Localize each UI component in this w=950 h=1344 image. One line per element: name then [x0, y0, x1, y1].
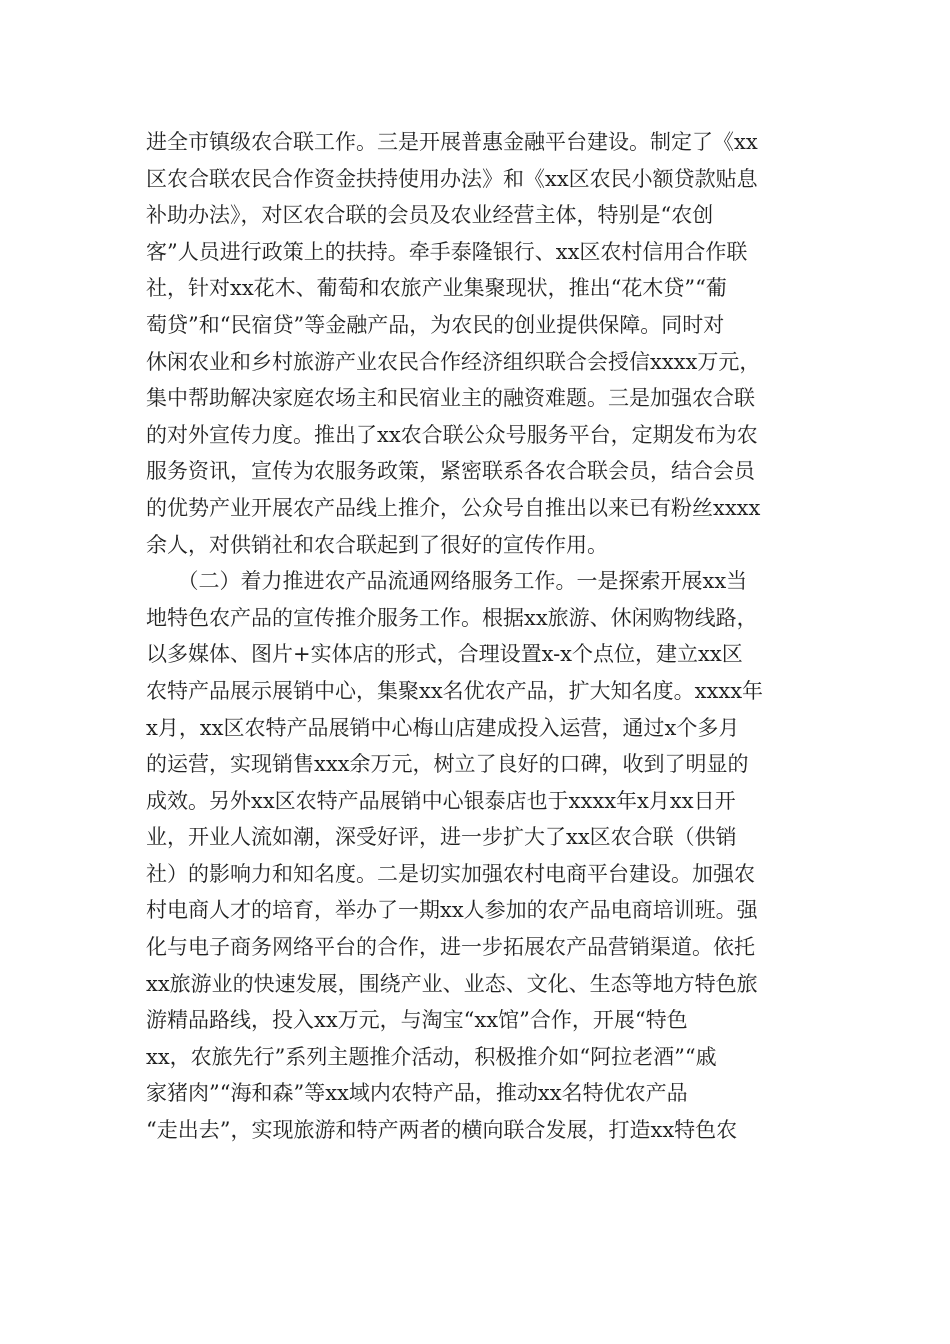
- section-heading-line: （二）着力推进农产品流通网络服务工作。一是探索开展xx当: [146, 569, 748, 594]
- text-line: 补助办法》，对区农合联的会员及农业经营主体，特别是“农创: [146, 203, 714, 228]
- text-line: 化与电子商务网络平台的合作，进一步拓展农产品营销渠道。依托: [146, 935, 755, 960]
- text-line: 休闲农业和乡村旅游产业农民合作经济组织联合会授信xxxx万元，: [146, 349, 761, 374]
- text-line: 游精品路线，投入xx万元，与淘宝“xx馆”合作，开展“特色: [146, 1008, 688, 1033]
- text-line: 的运营，实现销售xxx余万元，树立了良好的口碑，收到了明显的: [146, 752, 749, 777]
- text-line: x月，xx区农特产品展销中心梅山店建成投入运营，通过x个多月: [146, 715, 740, 740]
- text-line: 服务资讯，宣传为农服务政策，紧密联系各农合联会员，结合会员: [146, 459, 755, 484]
- text-line: 社）的影响力和知名度。二是切实加强农村电商平台建设。加强农: [146, 861, 755, 886]
- text-line: 余人，对供销社和农合联起到了很好的宣传作用。: [146, 532, 608, 557]
- text-line: 社，针对xx花木、葡萄和农旅产业集聚现状，推出“花木贷”“葡: [146, 276, 727, 301]
- text-line: 客”人员进行政策上的扶持。牵手泰隆银行、xx区农村信用合作联: [146, 239, 748, 264]
- text-line: 的优势产业开展农产品线上推介，公众号自推出以来已有粉丝xxxx: [146, 495, 761, 520]
- text-line: 以多媒体、图片+实体店的形式，合理设置x-x个点位，建立xx区: [146, 642, 743, 667]
- text-line: 进全市镇级农合联工作。三是开展普惠金融平台建设。制定了《xx: [146, 130, 758, 154]
- text-line: 地特色农产品的宣传推介服务工作。根据xx旅游、休闲购物线路，: [146, 605, 758, 630]
- text-line: 家猪肉”“海和森”等xx域内农特产品，推动xx名特优农产品: [146, 1081, 688, 1106]
- text-line: “走出去”，实现旅游和特产两者的横向联合发展，打造xx特色农: [146, 1118, 738, 1143]
- text-line: 村电商人才的培育，举办了一期xx人参加的农产品电商培训班。强: [146, 898, 758, 923]
- text-line: xx，农旅先行”系列主题推介活动，积极推介如“阿拉老酒”“戚: [146, 1044, 717, 1069]
- text-line: xx旅游业的快速发展，围绕产业、业态、文化、生态等地方特色旅: [146, 971, 758, 996]
- text-line: 集中帮助解决家庭农场主和民宿业主的融资难题。三是加强农合联: [146, 386, 755, 411]
- text-line: 业，开业人流如潮，深受好评，进一步扩大了xx区农合联（供销: [146, 825, 737, 850]
- text-line: 区农合联农民合作资金扶持使用办法》和《xx区农民小额贷款贴息: [146, 166, 758, 191]
- body-text: [146, 124, 806, 1149]
- text-line: 成效。另外xx区农特产品展销中心银泰店也于xxxx年x月xx日开: [146, 788, 736, 813]
- text-line: 萄贷”和“民宿贷”等金融产品，为农民的创业提供保障。同时对: [146, 312, 725, 337]
- text-line: 农特产品展示展销中心，集聚xx名优农产品，扩大知名度。xxxx年: [146, 678, 764, 703]
- text-line: 的对外宣传力度。推出了xx农合联公众号服务平台，定期发布为农: [146, 422, 758, 447]
